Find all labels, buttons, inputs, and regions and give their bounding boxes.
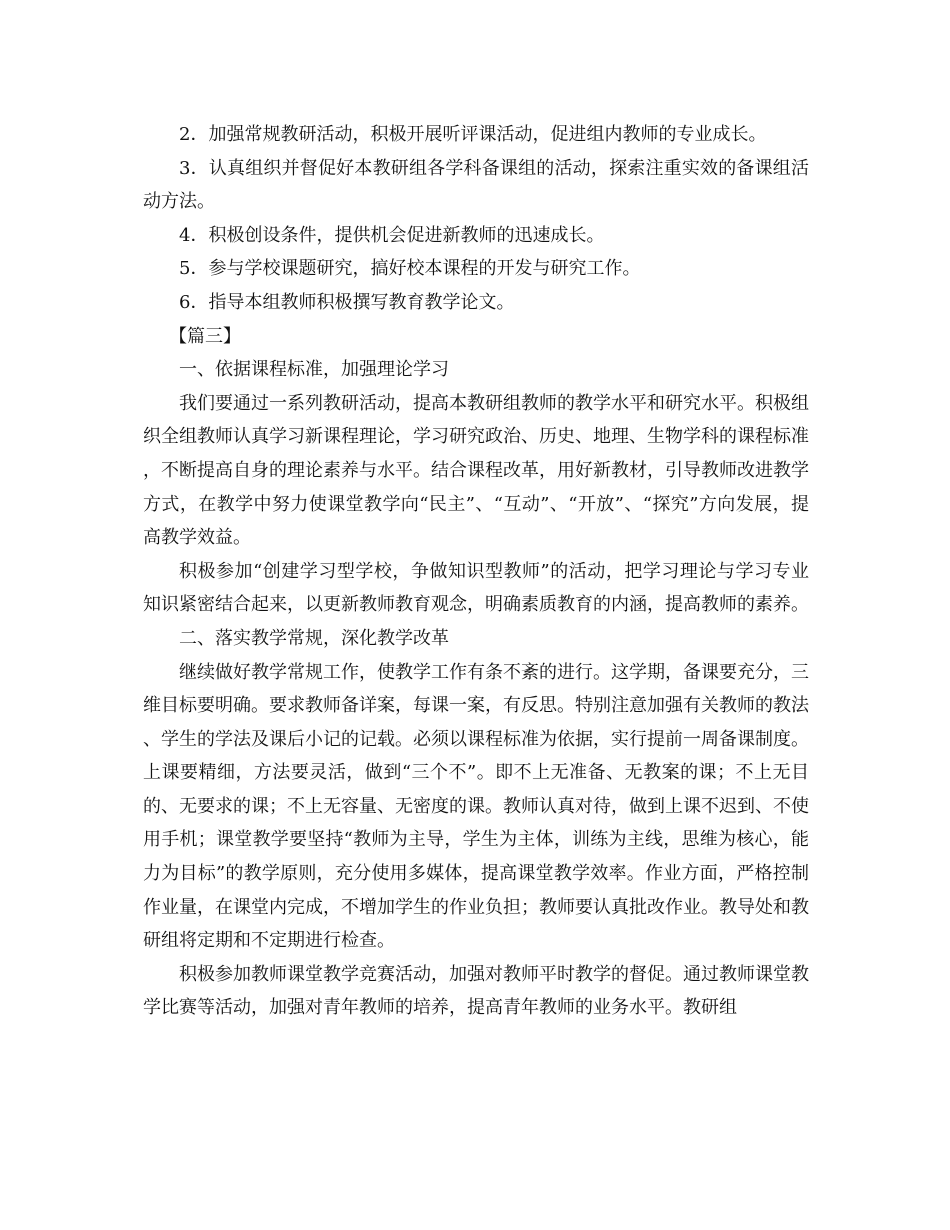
body-paragraph: 积极参加“创建学习型学校，争做知识型教师”的活动，把学习理论与学习专业知识紧密结合起来，以更新教师教育观念，明确素质教育的内涵，提高教师的素养。 bbox=[143, 560, 809, 616]
list-item-4: 4．积极创设条件，提供机会促进新教师的迅速成长。 bbox=[179, 224, 605, 246]
list-item-3: 3．认真组织并督促好本教研组各学科备课组的活动，探索注重实效的备课组活动方法。 bbox=[143, 157, 809, 213]
section-marker: 【篇三】 bbox=[169, 325, 241, 347]
body-paragraph: 我们要通过一系列教研活动，提高本教研组教师的教学水平和研究水平。积极组织全组教师认真学习新课程理论，学习研究政治、历史、地理、生物学科的课程标准，不断提高自身的理论素养与水平。结合课程改革，用好新教材，引导教师改进教学方式，在教学中努力使课堂教学向“民主”、“互动”、“开放”、“探究”方向发展，提高教学效益。 bbox=[143, 392, 809, 549]
section-heading-2: 二、落实教学常规，深化教学改革 bbox=[179, 627, 449, 649]
body-paragraph: 继续做好教学常规工作，使教学工作有条不紊的进行。这学期，备课要充分，三维目标要明确。要求教师备详案，每课一案，有反思。特别注意加强有关教师的教法、学生的学法及课后小记的记载。必须以课程标准为依据，实行提前一周备课制度。上课要精细，方法要灵活，做到“三个不”。即不上无准备、无教案的课；不上无目的、无要求的课；不上无容量、无密度的课。教师认真对待，做到上课不迟到、不使用手机；课堂教学要坚持“教师为主导，学生为主体，训练为主线，思维为核心，能力为目标”的教学原则，充分使用多媒体，提高课堂教学效率。作业方面，严格控制作业量，在课堂内完成，不增加学生的作业负担；教师要认真批改作业。教导处和教研组将定期和不定期进行检查。 bbox=[143, 661, 809, 952]
list-item-6: 6．指导本组教师积极撰写教育教学论文。 bbox=[179, 291, 515, 313]
document-page bbox=[143, 118, 809, 1025]
list-item-2: 2．加强常规教研活动，积极开展听评课活动，促进组内教师的专业成长。 bbox=[179, 124, 767, 145]
section-heading-1: 一、依据课程标准，加强理论学习 bbox=[179, 359, 449, 381]
list-item-5: 5．参与学校课题研究，搞好校本课程的开发与研究工作。 bbox=[179, 258, 641, 280]
body-paragraph: 积极参加教师课堂教学竞赛活动，加强对教师平时教学的督促。通过教师课堂教学比赛等活动，加强对青年教师的培养，提高青年教师的业务水平。教研组 bbox=[143, 963, 809, 1019]
